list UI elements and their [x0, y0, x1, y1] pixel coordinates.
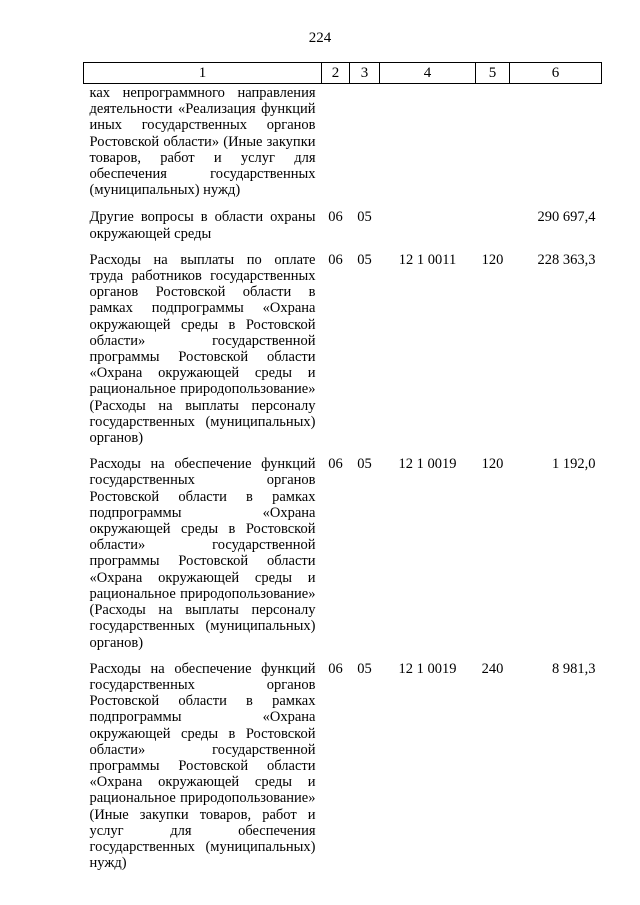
row-subsection-code: 05 — [357, 456, 372, 473]
row-amount: 290 697,4 — [537, 209, 596, 226]
row-expense-type: 120 — [481, 456, 504, 473]
header-col-6: 6 — [510, 63, 602, 84]
row-target-article: 12 1 0019 — [398, 660, 457, 677]
header-col-3: 3 — [350, 63, 380, 84]
row-amount — [510, 84, 602, 210]
row-subsection-code: 05 — [357, 660, 372, 677]
header-col-1: 1 — [84, 63, 322, 84]
header-col-4: 4 — [380, 63, 476, 84]
row-section-code: 06 — [328, 660, 343, 677]
header-row — [84, 63, 602, 84]
row-expense-type — [476, 84, 510, 210]
row-amount: 228 363,3 — [537, 251, 596, 268]
row-section-code: 06 — [328, 456, 343, 473]
row-target-article — [380, 209, 476, 251]
row-expense-type — [476, 209, 510, 251]
row-amount: 8 981,3 — [552, 660, 596, 677]
table-body — [84, 84, 602, 882]
row-description: Другие вопросы в области охраны окружающей среды — [89, 209, 316, 242]
header-col-5: 5 — [476, 63, 510, 84]
row-amount: 1 192,0 — [552, 456, 596, 473]
row-description: ках непрограммного направления деятельности «Реализация функций иных государственных органов Ростовской области» (Иные закупки товаров, работ и услуг для обеспечения государственных (муниципальных) нужд) — [89, 85, 316, 199]
table-row — [84, 252, 602, 456]
row-expense-type: 120 — [481, 251, 504, 268]
row-section-code: 06 — [328, 251, 343, 268]
table-row — [84, 456, 602, 660]
row-section-code: 06 — [328, 209, 343, 226]
row-target-article: 12 1 0019 — [398, 456, 457, 473]
table-row — [84, 84, 602, 210]
table-row — [84, 209, 602, 251]
row-target-article — [380, 84, 476, 210]
row-subsection-code: 05 — [357, 251, 372, 268]
row-section-code — [322, 84, 350, 210]
row-target-article: 12 1 0011 — [398, 251, 457, 268]
row-description: Расходы на выплаты по оплате труда работников государственных органов Ростовской области в рамках подпрограммы «Охрана окружающей среды в Ростовской области» государственной программы Ростовской области «Охрана окружающей среды и рациональное природопользование» (Расходы на выплаты персоналу государственных (муниципальных) органов) — [89, 251, 316, 447]
budget-table — [83, 62, 602, 881]
table-row — [84, 661, 602, 882]
row-description: Расходы на обеспечение функций государственных органов Ростовской области в рамках подпрограммы «Охрана окружающей среды в Ростовской области» государственной программы Ростовской области «Охрана окружающей среды и рациональное природопользование» (Иные закупки товаров, работ и услуг для обеспечения государственных (муниципальных) нужд) — [89, 660, 316, 872]
row-description: Расходы на обеспечение функций государственных органов Ростовской области в рамках подпрограммы «Охрана окружающей среды в Ростовской области» государственной программы Ростовской области «Охрана окружающей среды и рациональное природопользование» (Расходы на выплаты персоналу государственных (муниципальных) органов) — [89, 456, 316, 651]
table-header — [84, 63, 602, 84]
row-subsection-code — [350, 84, 380, 210]
page-number: 224 — [308, 30, 332, 46]
row-subsection-code: 05 — [357, 209, 372, 226]
header-col-2: 2 — [322, 63, 350, 84]
row-expense-type: 240 — [481, 660, 504, 677]
